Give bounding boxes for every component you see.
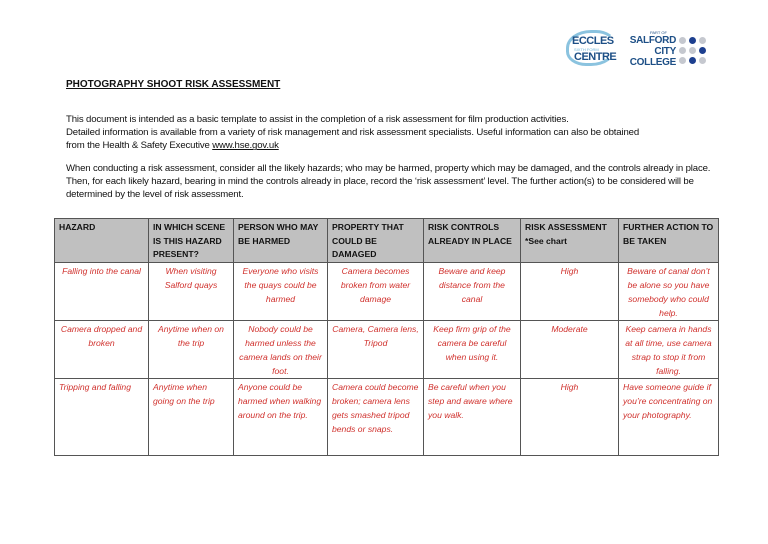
intro-paragraph: [66, 113, 726, 153]
logo-text: ECCLES: [572, 35, 614, 47]
salford-city-college-logo: [624, 28, 706, 70]
intro-line: Detailed information is available from a variety of risk management and risk assessment specialists. Useful information can also be obtained: [66, 127, 640, 139]
header-person: PERSON WHO MAY BE HARMED: [234, 219, 328, 263]
cell-hazard: Camera dropped and broken: [55, 321, 149, 379]
header-logos: [566, 28, 706, 70]
header-scene: IN WHICH SCENE IS THIS HAZARD PRESENT?: [149, 219, 234, 263]
cell-further-action: Keep camera in hands at all time, use camera strap to stop it from falling.: [619, 321, 719, 379]
header-risk-assessment: RISK ASSESSMENT *See chart: [521, 219, 619, 263]
cell-risk-level: Moderate: [521, 321, 619, 379]
cell-hazard: Tripping and falling: [55, 379, 149, 456]
cell-risk-level: High: [521, 263, 619, 321]
table-header-row: [55, 219, 719, 263]
logo-text: SALFORD: [629, 35, 676, 46]
header-hazard: HAZARD: [55, 219, 149, 263]
dot-grid-icon: [679, 37, 706, 64]
table-row: [55, 379, 719, 456]
cell-person: Everyone who visits the quays could be harmed: [234, 263, 328, 321]
guidance-paragraph: When conducting a risk assessment, consider all the likely hazards; who may be harmed, property which may be damaged, and the controls already in place. Then, for each likely hazard, bearing in mind the controls already in place, record the ‘risk assessment’ level. The further action(s) to be considered will be determined by the level of risk assessment.: [66, 163, 711, 201]
table-row: [55, 263, 719, 321]
cell-controls: Beware and keep distance from the canal: [424, 263, 521, 321]
logo-text: SIXTH FORM: [574, 47, 599, 52]
logo-text: PART OF: [650, 30, 667, 35]
cell-property: Camera could become broken; camera lens gets smashed tripod bends or snaps.: [328, 379, 424, 456]
intro-line: This document is intended as a basic template to assist in the completion of a risk assessment for film production activities.: [66, 114, 569, 125]
cell-further-action: Beware of canal don’t be alone so you have somebody who could help.: [619, 263, 719, 321]
eccles-centre-logo: [566, 30, 618, 68]
hse-link[interactable]: www.hse.gov.uk: [212, 140, 279, 152]
cell-scene: Anytime when on the trip: [149, 321, 234, 379]
cell-property: Camera, Camera lens, Tripod: [328, 321, 424, 379]
cell-property: Camera becomes broken from water damage: [328, 263, 424, 321]
header-further-action: FURTHER ACTION TO BE TAKEN: [619, 219, 719, 263]
intro-text: from the Health & Safety Executive: [66, 140, 213, 152]
document-title: PHOTOGRAPHY SHOOT RISK ASSESSMENT: [66, 79, 281, 90]
intro-line: [66, 139, 726, 152]
cell-person: Nobody could be harmed unless the camera lands on their foot.: [234, 321, 328, 379]
header-property: PROPERTY THAT COULD BE DAMAGED: [328, 219, 424, 263]
cell-controls: Keep firm grip of the camera be careful when using it.: [424, 321, 521, 379]
cell-controls: Be careful when you step and aware where you walk.: [424, 379, 521, 456]
logo-text: COLLEGE: [629, 57, 676, 68]
header-controls: RISK CONTROLS ALREADY IN PLACE: [424, 219, 521, 263]
logo-text: CITY: [654, 46, 676, 57]
cell-hazard: Falling into the canal: [55, 263, 149, 321]
logo-text: CENTRE: [574, 51, 617, 63]
risk-assessment-table: [54, 218, 719, 456]
cell-risk-level: High: [521, 379, 619, 456]
cell-scene: Anytime when going on the trip: [149, 379, 234, 456]
table-row: [55, 321, 719, 379]
cell-person: Anyone could be harmed when walking around on the trip.: [234, 379, 328, 456]
cell-further-action: Have someone guide if you’re concentrating on your photography.: [619, 379, 719, 456]
cell-scene: When visiting Salford quays: [149, 263, 234, 321]
